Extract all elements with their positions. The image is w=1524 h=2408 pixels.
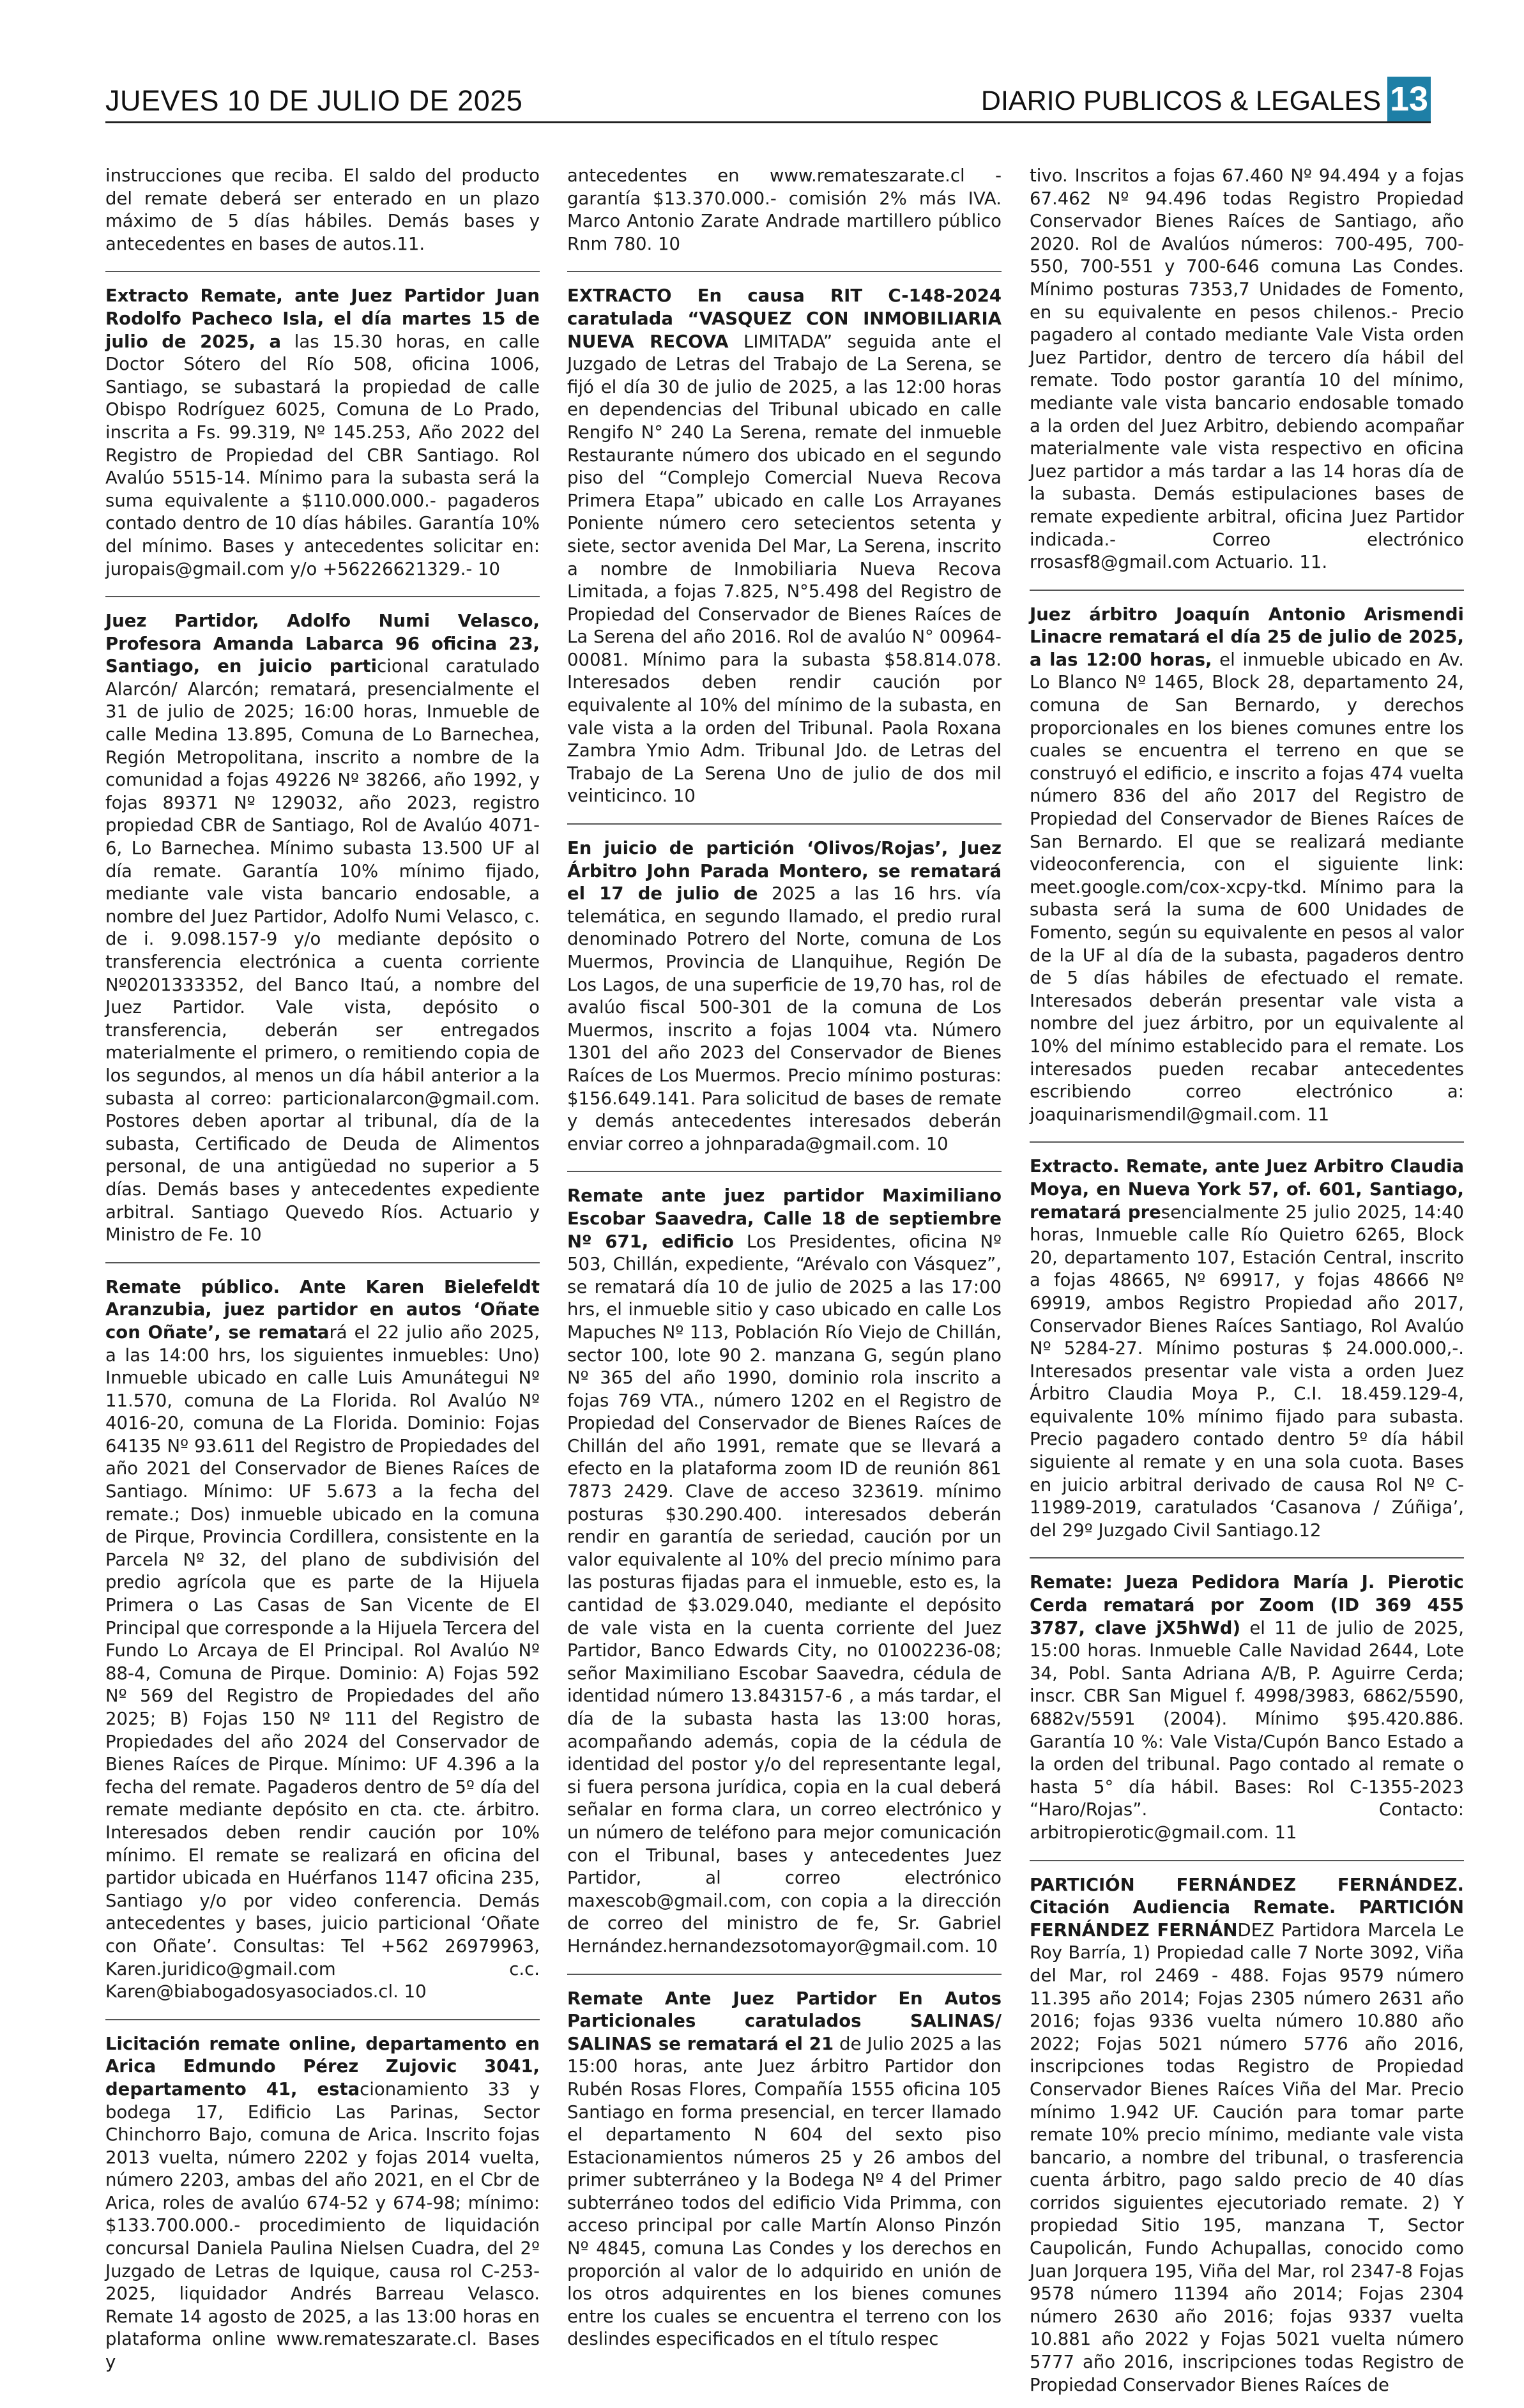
- notice-body: DEZ Partidora Marcela Le Roy Barría, 1) Propiedad calle 7 Norte 3092, Viña del Mar, rol 2469 - 488. Fojas 9579 número 11.395 año 2014; Fojas 2305 número 2631 año 2016; fojas 9336 vuelta número 10.880 año 2022; Fojas 5021 número 5776 año 2016, inscripciones todas Registro de Propiedad Conservador Bienes Raíces Viña del Mar. Precio mínimo 1.942 UF. Caución para tomar parte remate 10% precio mínimo, mediante vale vista bancario, a nombre del tribunal, o trasferencia cuenta árbitro, pago saldo precio de 40 días corridos siguientes ejecutoriado remate. 2) Y propiedad Sitio 195, manzana T, Sector Caupolicán, Fundo Achupallas, conocido como Juan Jorquera 195, Viña del Mar, rol 2347-8 Fojas 9578 número 11394 año 2014; Fojas 2304 número 2630 año 2016; fojas 9337 vuelta 10.881 año 2022 y Fojas 5021 vuelta número 5777 año 2016, inscripciones todas Registro de Propiedad Conservador Bienes Raíces de: [1030, 1919, 1464, 2395]
- notice-body: de Julio 2025 a las 15:00 horas, ante Juez árbitro Partidor don Rubén Rosas Flores, Compañía 1555 oficina 105 Santiago en forma presencial, en tercer llamado el departamento N 604 del sexto piso Estacionamientos números 25 y 26 ambos del primer subterráneo y la Bodega Nº 4 del Primer subterráneo todos del edificio Vida Primma, con acceso principal por calle Martín Alonso Pinzón Nº 4845, comuna Las Condes y los derechos en proporción al valor de lo adquirido en unión de los otros adquirentes en los bienes comunes entre los cuales se encuentra el terreno con los deslindes especificados en el título respec: [567, 2033, 1002, 2350]
- legal-notice: [105, 610, 540, 1258]
- notice-body: LIMITADA” seguida ante el Juzgado de Letras del Trabajo de La Serena, se fijó el día 30 de julio de 2025, a las 12:00 horas en dependencias del Tribunal ubicado en calle Rengifo N° 240 La Serena, remate del inmueble Restaurante número dos ubicado en el segundo piso del “Complejo Comercial Nueva Recova Primera Etapa” ubicado en calle Los Arrayanes Poniente número cero setecientos setenta y siete, sector avenida Del Mar, La Serena, inscrito a nombre de Inmobiliaria Nueva Recova Limitada, a fojas 7.825, N°5.498 del Registro de Propiedad del Conservador de Bienes Raíces de La Serena del año 2016. Rol de avalúo N° 00964-00081. Mínimo para la subasta $58.814.078. Interesados deben rendir caución por equivalente al 10% del mínimo de la subasta, en vale vista a la orden del Tribunal. Paola Roxana Zambra Ymio Adm. Tribunal Jdo. de Letras del Trabajo de La Serena Uno de julio de dos mil veinticinco. 10: [567, 331, 1002, 807]
- notice-lead: En juicio de partición ‘Olivos/Rojas’, Juez Árbitro John Parada Montero, se rematará el 17 de julio de: [567, 838, 1002, 904]
- notice-lead: EXTRACTO En causa RIT C-148-2024 caratulada “VASQUEZ CON INMOBILIARIA NUEVA RECOVA: [567, 286, 1002, 352]
- notice-lead: Remate: Jueza Pedidora María J. Pierotic Cerda rematará por Zoom (ID 369 455 3787, clave jX5hWd): [1030, 1572, 1464, 1638]
- notice-divider: [1030, 1141, 1464, 1143]
- notice-body: cional caratulado Alarcón/ Alarcón; rematará, presencialmente el 31 de julio de 2025; 16:00 horas, Inmueble de calle Medina 13.895, Comuna de Lo Barnechea, Región Metropolitana, inscrito a nombre de la comunidad a fojas 49226 Nº 38266, año 1992, y fojas 89371 Nº 129032, año 2023, registro propiedad CBR de Santiago, Rol de Avalúo 4071-6, Lo Barnechea. Mínimo subasta 13.500 UF al día remate. Garantía 10% mínimo fijado, mediante vale vista bancario endosable, a nombre del Juez Partidor, Adolfo Numi Velasco, c. de i. 9.098.157-9 y/o mediante depósito o transferencia electrónica a cuenta corriente Nº0201333352, del Banco Itaú, a nombre del Juez Partidor. Vale vista, depósito o transferencia, deberán ser entregados materialmente el primero, o remitiendo copia de los segundos, al menos un día hábil anterior a la subasta al correo: particionalarcon@gmail.com. Postores deben aportar al tribunal, día de la subasta, Certificado de Deuda de Alimentos personal, de una antigüedad no superior a 5 días. Demás bases y antecedentes expediente arbitral. Santiago Quevedo Ríos. Actuario y Ministro de Fe. 10: [105, 656, 540, 1246]
- notice-divider: [1030, 1860, 1464, 1861]
- issue-date: JUEVES 10 DE JULIO DE 2025: [105, 84, 523, 117]
- notice-lead: Remate público. Ante Karen Bielefeldt Aranzubia, juez partidor en autos ‘Oñate con Oñate’, se remata: [105, 1276, 540, 1343]
- notice-divider: [1030, 1557, 1464, 1558]
- legal-notice: [1030, 1155, 1464, 1553]
- notice-divider: [105, 2019, 540, 2020]
- notice-body: el 11 de julio de 2025, 15:00 horas. Inmueble Calle Navidad 2644, Lote 34, Pobl. Santa Adriana A/B, P. Aguirre Cerda; inscr. CBR San Miguel f. 4998/3983, 6862/5590, 6882v/5591 (2004). Mínimo $95.420.886. Garantía 10 %: Vale Vista/Cupón Banco Estado a la orden del tribunal. Pago contado al remate o hasta 5° día hábil. Bases: Rol C-1355-2023 “Haro/Rojas”. Contacto: arbitropierotic@gmail.com. 11: [1030, 1617, 1464, 1843]
- column-1: [105, 165, 540, 2386]
- notice-lead: Extracto. Remate, ante Juez Arbitro Claudia Moya, en Nueva York 57, of. 601, Santiago, rematará pre: [1030, 1156, 1464, 1223]
- legal-notice: [1030, 604, 1464, 1138]
- notice-body: rá el 22 julio año 2025, a las 14:00 hrs, los siguientes inmuebles: Uno) Inmueble ubicado en calle Luis Amunátegui Nº 11.570, comuna de La Florida. Rol Avalúo Nº 4016-20, comuna de La Florida. Dominio: Fojas 64135 Nº 93.611 del Registro de Propiedades del año 2021 del Conservador de Bienes Raíces de Santiago. Mínimo: UF 5.673 a la fecha del remate.; Dos) inmueble ubicado en la comuna de Pirque, Provincia Cordillera, consistente en la Parcela Nº 32, del plano de subdivisión del predio agrícola que es parte de la Hijuela Primera o Las Casas de San Vicente de El Principal que corresponde a la Hijuela Tercera del Fundo Lo Arcaya de El Principal. Rol Avalúo Nº 88-4, Comuna de Pirque. Dominio: A) Fojas 592 Nº 569 del Registro de Propiedades del año 2025; B) Fojas 150 Nº 111 del Registro de Propiedades del año 2024 del Conservador de Bienes Raíces de Pirque. Mínimo: UF 4.396 a la fecha del remate. Pagaderos dentro de 5º día del remate mediante depósito en cta. cte. árbitro. Interesados deben rendir caución por 10% mínimo. El remate se realizará en oficina del partidor ubicada en Huérfanos 1147 oficina 235, Santiago y/o por video conferencia. Demás antecedentes y bases, juicio particional ‘Oñate con Oñate’. Consultas: Tel +562 26979963, Karen.juridico@gmail.com c.c. Karen@biabogadosyasociados.cl. 10: [105, 1322, 540, 2002]
- legal-notice: [105, 1276, 540, 2015]
- notice-divider: [567, 271, 1002, 272]
- page-header: [105, 82, 1431, 123]
- notice-divider: [105, 271, 540, 272]
- legal-notice: [567, 1185, 1002, 1969]
- notice-lead: PARTICIÓN FERNÁNDEZ FERNÁNDEZ. Citación Audiencia Remate. PARTICIÓN FERNÁNDEZ FERNÁN: [1030, 1874, 1464, 1940]
- notice-body: antecedentes en www.remateszarate.cl - garantía $13.370.000.- comisión 2% más IVA. Marco Antonio Zarate Andrade martillero público Rnm 780. 10: [567, 165, 1002, 254]
- notice-body: sencialmente 25 julio 2025, 14:40 horas, Inmueble calle Río Quietro 6265, Block 20, departamento 107, Estación Central, inscrito a fojas 48665, Nº 69917, y fojas 48666 Nº 69919, ambos Registro Propiedad año 2017, Conservador Bienes Raíces Santiago, Rol Avalúo Nº 5284-27. Mínimo posturas $ 24.000.000,-. Interesados presentar vale vista a orden Juez Árbitro Claudia Moya P., C.I. 18.459.129-4, equivalente 10% mínimo fijado para subasta. Precio pagadero contado dentro 5º día hábil siguiente al remate y en una sola cuota. Bases en juicio arbitral derivado de causa Rol Nº C-11989-2019, caratulados ‘Casanova / Zúñiga’, del 29º Juzgado Civil Santiago.12: [1030, 1201, 1464, 1541]
- notice-body: Los Presidentes, oficina Nº 503, Chillán, expediente, “Arévalo con Vásquez”, se rematará día 10 de julio de 2025 a las 17:00 hrs, el inmueble sitio y caso ubicado en calle Los Mapuches Nº 113, Población Río Viejo de Chillán, sector 100, lote 90 2. manzana G, según plano Nº 365 del año 1990, dominio rola inscrito a fojas 769 VTA., número 1202 en el Registro de Propiedad del Conservador de Bienes Raíces de Chillán del año 1991, remate que se llevará a efecto en la plataforma zoom ID de reunión 861 7873 2429. Clave de acceso 323619. mínimo posturas $30.290.400. interesados deberán rendir en garantía de seriedad, caución por un valor equivalente al 10% del precio mínimo para las posturas fijadas para el inmueble, esto es, la cantidad de $3.029.040, mediante el depósito de vale vista en la cuenta corriente del Juez Partidor, Banco Edwards City, no 01002236-08; señor Maximiliano Escobar Saavedra, cédula de identidad número 13.843157-6 , a más tardar, el día de la subasta hasta las 13:00 horas, acompañando además, copia de la cédula de identidad del postor y/o del representante legal, si fuera persona jurídica, copia en la cual deberá señalar en forma clara, un correo electrónico y un número de teléfono para mejor comunicación con el Tribunal, bases y antecedentes Juez Partidor, al correo electrónico maxescob@gmail.com, con copia a la dirección de correo del ministro de fe, Sr. Gabriel Hernández.hernandezsotomayor@gmail.com. 10: [567, 1231, 1002, 1956]
- legal-notice: [567, 285, 1002, 819]
- newspaper-name: DIARIO PUBLICOS & LEGALES: [980, 86, 1381, 116]
- legal-notice: [1030, 165, 1464, 586]
- notice-lead: Remate Ante Juez Partidor En Autos Particionales caratulados SALINAS/ SALINAS se rematará el 21: [567, 1988, 1002, 2054]
- legal-notice: [1030, 1874, 1464, 2408]
- notice-lead: Juez Partidor, Adolfo Numi Velasco, Profesora Amanda Labarca 96 oficina 23, Santiago, en juicio parti: [105, 611, 540, 677]
- notice-body: el inmueble ubicado en Av. Lo Blanco Nº 1465, Block 28, departamento 24, comuna de San Bernardo, y derechos proporcionales en los bienes comunes entre los cuales se encuentra el terreno en que se construyó el edificio, e inscrito a fojas 474 vuelta número 836 del año 2017 del Registro de Propiedad del Conservador de Bienes Raíces de San Bernardo. El que se realizará mediante videoconferencia, con el siguiente link: meet.google.com/cox-xcpy-tkd. Mínimo para la subasta será la suma de 600 Unidades de Fomento, según su equivalente en pesos al valor de la UF al día de la subasta, pagaderos dentro de 5 días hábiles de efectuado el remate. Interesados deberán presentar vale vista a nombre del juez árbitro, por un equivalente al 10% del mínimo establecido para el remate. Los interesados pueden recabar antecedentes escribiendo correo electrónico a: joaquinarismendil@gmail.com. 11: [1030, 649, 1464, 1125]
- notice-lead: Juez árbitro Joaquín Antonio Arismendi Linacre rematará el día 25 de julio de 2025, a las 12:00 horas,: [1030, 604, 1464, 670]
- notice-divider: [105, 596, 540, 597]
- legal-notice: [567, 1988, 1002, 2363]
- legal-notice: [105, 2033, 540, 2386]
- notice-lead: Remate ante juez partidor Maximiliano Escobar Saavedra, Calle 18 de septiembre Nº 671, edificio: [567, 1185, 1002, 1252]
- legal-notice: [1030, 1571, 1464, 1856]
- notice-divider: [567, 1171, 1002, 1172]
- page-number-badge: 13: [1387, 77, 1431, 121]
- notice-body: las 15.30 horas, en calle Doctor Sótero del Río 508, oficina 1006, Santiago, se subastará la propiedad de calle Obispo Rodríguez 6025, Comuna de Lo Prado, inscrita a Fs. 99.319, Nº 145.253, Año 2022 del Registro de Propiedad del CBR Santiago. Rol Avalúo 5515-14. Mínimo para la subasta será la suma equivalente a $110.000.000.- pagaderos contado dentro de 10 días hábiles. Garantía 10% del mínimo. Bases y antecedentes solicitar en: juropais@gmail.com y/o +56226621329.- 10: [105, 331, 540, 579]
- legal-notice: [105, 285, 540, 592]
- notice-divider: [105, 1262, 540, 1263]
- notice-body: instrucciones que reciba. El saldo del producto del remate deberá ser enterado en un plazo máximo de 5 días hábiles. Demás bases y antecedentes en bases de autos.11.: [105, 165, 540, 254]
- notice-body: 2025 a las 16 hrs. vía telemática, en segundo llamado, el predio rural denominado Potrero del Norte, comuna de Los Muermos, Provincia de Llanquihue, Región De Los Lagos, de una superficie de 19,70 has, rol de avalúo fiscal 500-301 de la comuna de Los Muermos, inscrito a fojas 1004 vta. Número 1301 del año 2023 del Conservador de Bienes Raíces de Los Muermos. Precio mínimo posturas: $156.649.141. Para solicitud de bases de remate y demás antecedentes interesados deberán enviar correo a johnparada@gmail.com. 10: [567, 883, 1002, 1154]
- legal-notice: [567, 837, 1002, 1167]
- notice-divider: [567, 1974, 1002, 1975]
- notice-body: tivo. Inscritos a fojas 67.460 Nº 94.494 y a fojas 67.462 Nº 94.496 todas Registro Propiedad Conservador Bienes Raíces de Santiago, año 2020. Rol de Avalúos números: 700-495, 700-550, 700-551 y 700-646 comuna Las Condes. Mínimo posturas 7353,7 Unidades de Fomento, en su equivalente en pesos chilenos.- Precio pagadero al contado mediante Vale Vista orden Juez Partidor, dentro de tercero día hábil del remate. Todo postor garantía 10 del mínimo, mediante vale vista bancario endosable tomado a la orden del Juez Arbitro, debiendo acompañar materialmente vale vista respectivo en oficina Juez partidor a más tardar a las 14 horas día de la subasta. Demás estipulaciones bases de remate expediente arbitral, oficina Juez Partidor indicada.- Correo electrónico rrosasf8@gmail.com Actuario. 11.: [1030, 165, 1464, 573]
- notice-body: cionamiento 33 y bodega 17, Edificio Las Parinas, Sector Chinchorro Bajo, comuna de Arica. Inscrito fojas 2013 vuelta, número 2202 y fojas 2014 vuelta, número 2203, ambas del año 2021, en el Cbr de Arica, roles de avalúo 674-52 y 674-98; mínimo: $133.700.000.- procedimiento de liquidación concursal Daniela Paulina Nielsen Cuadra, del 2º Juzgado de Letras de Iquique, causa rol C-253-2025, liquidador Andrés Barreau Velasco. Remate 14 agosto de 2025, a las 13:00 horas en plataforma online www.remateszarate.cl. Bases y: [105, 2078, 540, 2373]
- notice-divider: [1030, 590, 1464, 591]
- column-2: [567, 165, 1002, 2363]
- notice-lead: Extracto Remate, ante Juez Partidor Juan Rodolfo Pacheco Isla, el día martes 15 de julio de 2025, a: [105, 286, 540, 352]
- notice-divider: [567, 823, 1002, 825]
- legal-notice: [105, 165, 540, 267]
- legal-notice: [567, 165, 1002, 267]
- notice-lead: Licitación remate online, departamento en Arica Edmundo Pérez Zujovic 3041, departamento 41, esta: [105, 2033, 540, 2099]
- column-3: [1030, 165, 1464, 2408]
